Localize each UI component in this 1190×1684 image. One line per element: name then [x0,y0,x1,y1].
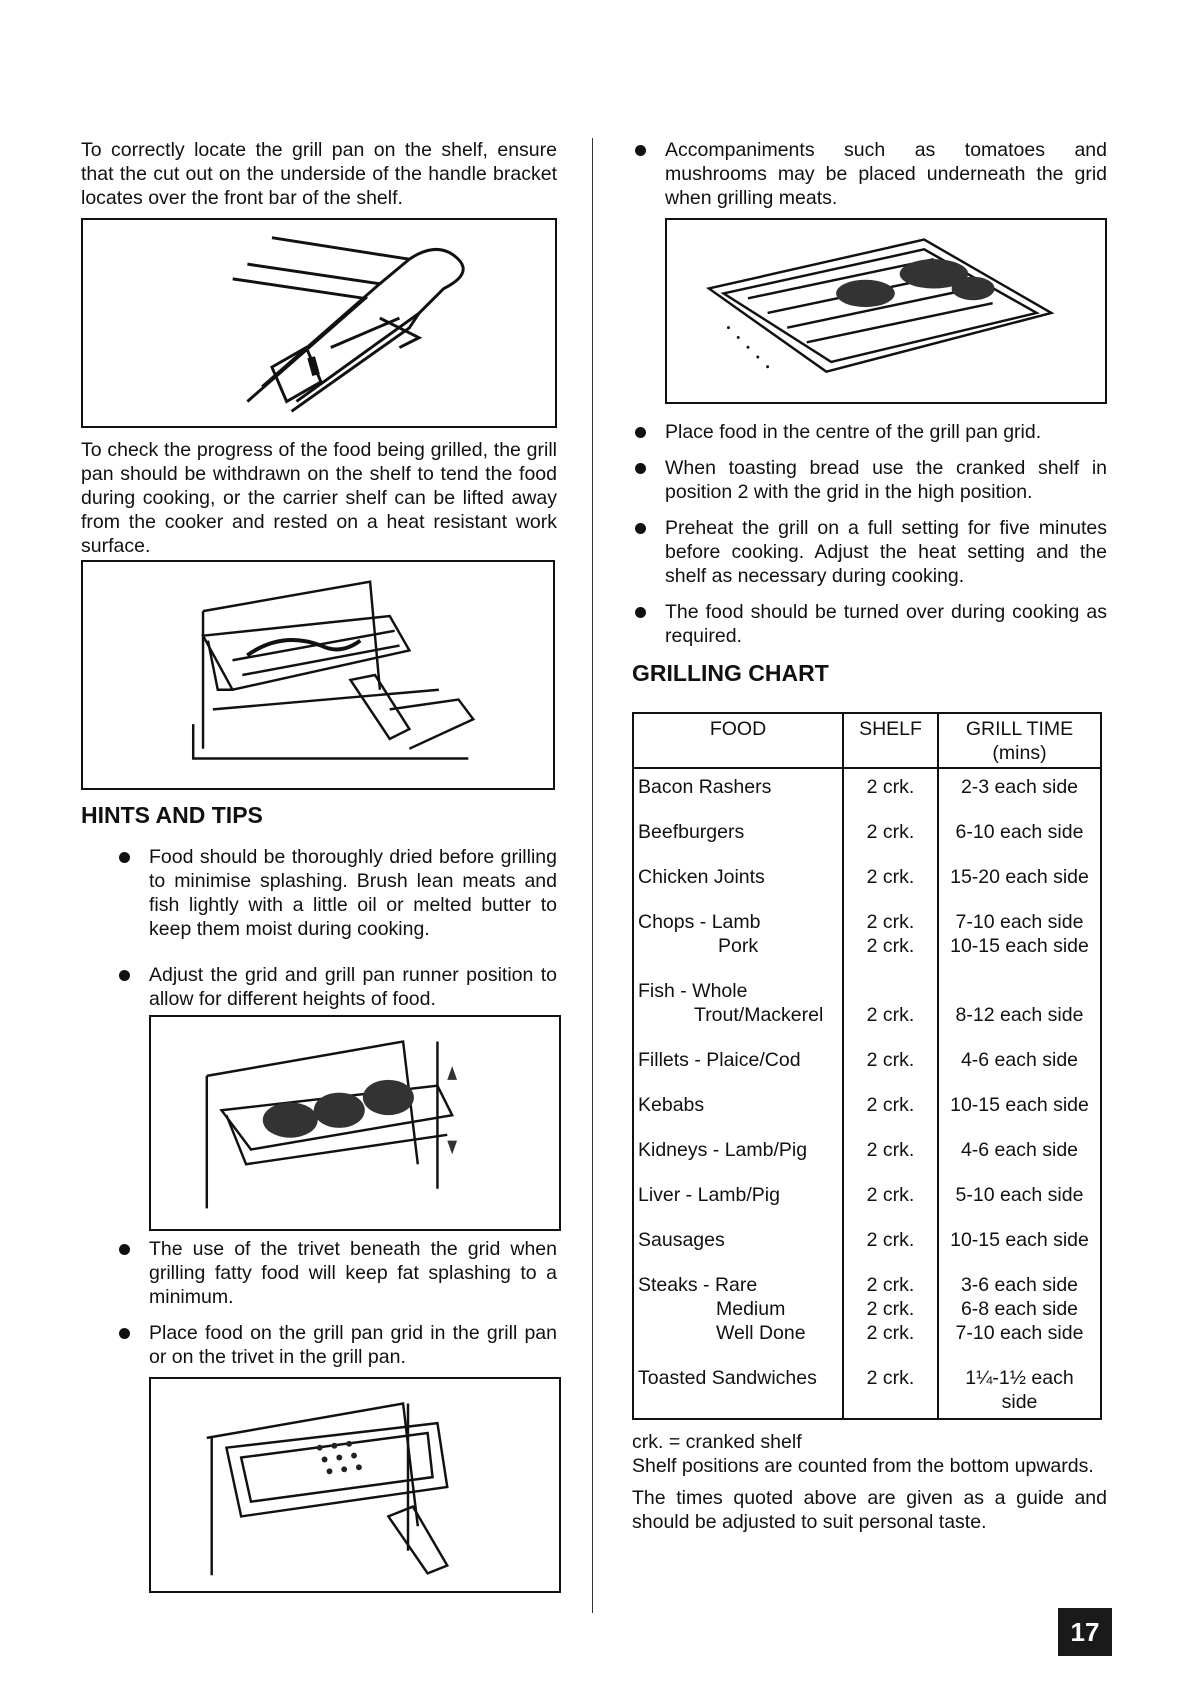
header-grill-time [938,713,1101,768]
cell-food [633,910,843,979]
left-column [81,138,557,1593]
cell-shelf: 2 crk. [843,1228,938,1273]
intro-paragraph: To correctly locate the grill pan on the shelf, ensure that the cut out on the underside of the handle bracket locates over the front bar of the shelf. [81,139,557,209]
cell-food: Chicken Joints [633,865,843,910]
hints-list-continued [81,1237,557,1369]
cell-shelf-line: 2 crk. [866,1004,915,1026]
cell-shelf-line: 2 crk. [866,935,915,957]
grid-runner-drawing [151,1017,559,1229]
cell-shelf: 2 crk. [843,768,938,820]
table-row [633,979,1101,1048]
cell-shelf [843,1273,938,1366]
cell-shelf: 2 crk. [843,1366,938,1419]
cell-time-line: 3-6 each side [960,1274,1079,1296]
cell-food: Toasted Sandwiches [633,1366,843,1419]
cell-time: 5-10 each side [938,1183,1101,1228]
grill-pan-withdrawn-illustration [81,560,555,790]
page-number-badge: 17 [1058,1608,1112,1656]
cell-time-line: 8-12 each side [955,1004,1084,1026]
table-row [633,768,1101,820]
cell-time-line: side [1001,1391,1038,1413]
cell-food-line: Well Done [716,1322,806,1344]
tip-item: Preheat the grill on a full setting for five minutes before cooking. Adjust the heat setting and the shelf as necessary during cooking. [632,516,1107,588]
cell-shelf [843,910,938,979]
cell-shelf: 2 crk. [843,1093,938,1138]
cell-shelf-line: 2 crk. [866,911,915,933]
cell-shelf [843,979,938,1048]
cell-shelf-line: 2 crk. [866,1322,915,1344]
tip-item: When toasting bread use the cranked shelf in position 2 with the grid in the high position. [632,456,1107,504]
cell-shelf: 2 crk. [843,1183,938,1228]
hint-item: Adjust the grid and grill pan runner position to allow for different heights of food. [81,963,557,1011]
cell-time: 6-10 each side [938,820,1101,865]
cell-food: Kidneys - Lamb/Pig [633,1138,843,1183]
cell-food: Sausages [633,1228,843,1273]
cell-time: 4-6 each side [938,1138,1101,1183]
tip-item: The food should be turned over during cooking as required. [632,600,1107,648]
table-row [633,1093,1101,1138]
tips-list [632,420,1107,648]
cell-food: Beefburgers [633,820,843,865]
table-row [633,1228,1101,1273]
cell-food: Liver - Lamb/Pig [633,1183,843,1228]
cell-food: Fillets - Plaice/Cod [633,1048,843,1093]
cell-time-line: 1¼-1½ each [965,1367,1074,1389]
cell-food-line: Medium [716,1298,786,1320]
hint-item: Food should be thoroughly dried before grilling to minimise splashing. Brush lean meats and fish lightly with a little oil or melted butter to keep them moist during cooking. [81,845,557,941]
trivet-drawing [151,1379,559,1591]
tips-list-top [632,138,1107,210]
cell-time: 10-15 each side [938,1093,1101,1138]
cell-shelf: 2 crk. [843,1138,938,1183]
cell-shelf: 2 crk. [843,865,938,910]
right-column [632,138,1107,1534]
table-row [633,1366,1101,1419]
cell-food [633,979,843,1048]
tip-item: Place food in the centre of the grill pan grid. [632,420,1107,444]
cell-food-line: Fish - Whole [638,980,748,1002]
header-food: FOOD [633,713,843,768]
cell-food: Bacon Rashers [633,768,843,820]
cell-time [938,1273,1101,1366]
cell-time [938,1366,1101,1419]
grill-pan-handle-drawing [83,220,555,426]
cell-time [938,979,1101,1048]
table-row [633,1138,1101,1183]
cell-shelf-line: 2 crk. [866,1298,915,1320]
grilling-chart-table [632,712,1102,1420]
table-header-row [633,713,1101,768]
crk-note: crk. = cranked shelf [632,1431,802,1453]
cell-time: 10-15 each side [938,1228,1101,1273]
cell-time [938,910,1101,979]
cell-time-line: 10-15 each side [950,935,1089,957]
progress-paragraph: To check the progress of the food being grilled, the grill pan should be withdrawn on the shelf to tend the food during cooking, or the carrier shelf can be lifted away from the cooker and rested on a heat resistant work surface. [81,439,557,557]
cell-shelf: 2 crk. [843,820,938,865]
hints-heading: HINTS AND TIPS [81,802,263,828]
cell-shelf: 2 crk. [843,1048,938,1093]
hint-item: Place food on the grill pan grid in the grill pan or on the trivet in the grill pan. [81,1321,557,1369]
table-row [633,1048,1101,1093]
cell-time: 2-3 each side [938,768,1101,820]
table-row [633,865,1101,910]
header-grill-time-label: GRILL TIME [965,718,1074,740]
guide-note: The times quoted above are given as a guide and should be adjusted to suit personal taste. [632,1487,1107,1533]
table-row [633,910,1101,979]
column-divider [592,138,593,1613]
cell-food-line: Steaks - Rare [638,1274,758,1296]
cell-time: 15-20 each side [938,865,1101,910]
header-shelf: SHELF [843,713,938,768]
grilling-chart-heading: GRILLING CHART [632,660,829,686]
cell-time-line: 7-10 each side [955,1322,1084,1344]
cell-food: Kebabs [633,1093,843,1138]
cell-food-line: Trout/Mackerel [694,1004,824,1026]
cell-food-line: Chops - Lamb [638,911,761,933]
shelf-positions-note: Shelf positions are counted from the bottom upwards. [632,1455,1094,1477]
cell-shelf-line: 2 crk. [866,1274,915,1296]
hint-item: The use of the trivet beneath the grid when grilling fatty food will keep fat splashing to a minimum. [81,1237,557,1309]
grill-pan-withdrawn-drawing [83,562,553,788]
grid-runner-illustration [149,1015,561,1231]
cell-time-line: 7-10 each side [955,911,1084,933]
cell-shelf-line [848,979,933,1003]
tip-item: Accompaniments such as tomatoes and mushrooms may be placed underneath the grid when grilling meats. [632,138,1107,210]
table-row [633,1273,1101,1366]
header-grill-time-unit: (mins) [992,742,1047,764]
trivet-illustration [149,1377,561,1593]
cell-time-line [943,979,1096,1003]
hints-list [81,845,557,1011]
grill-pan-handle-illustration [81,218,557,428]
table-row [633,820,1101,865]
table-row [633,1183,1101,1228]
cell-food [633,1273,843,1366]
accompaniments-drawing [667,220,1105,402]
cell-food-line: Pork [718,935,759,957]
cell-time: 4-6 each side [938,1048,1101,1093]
cell-time-line: 6-8 each side [960,1298,1079,1320]
accompaniments-illustration [665,218,1107,404]
